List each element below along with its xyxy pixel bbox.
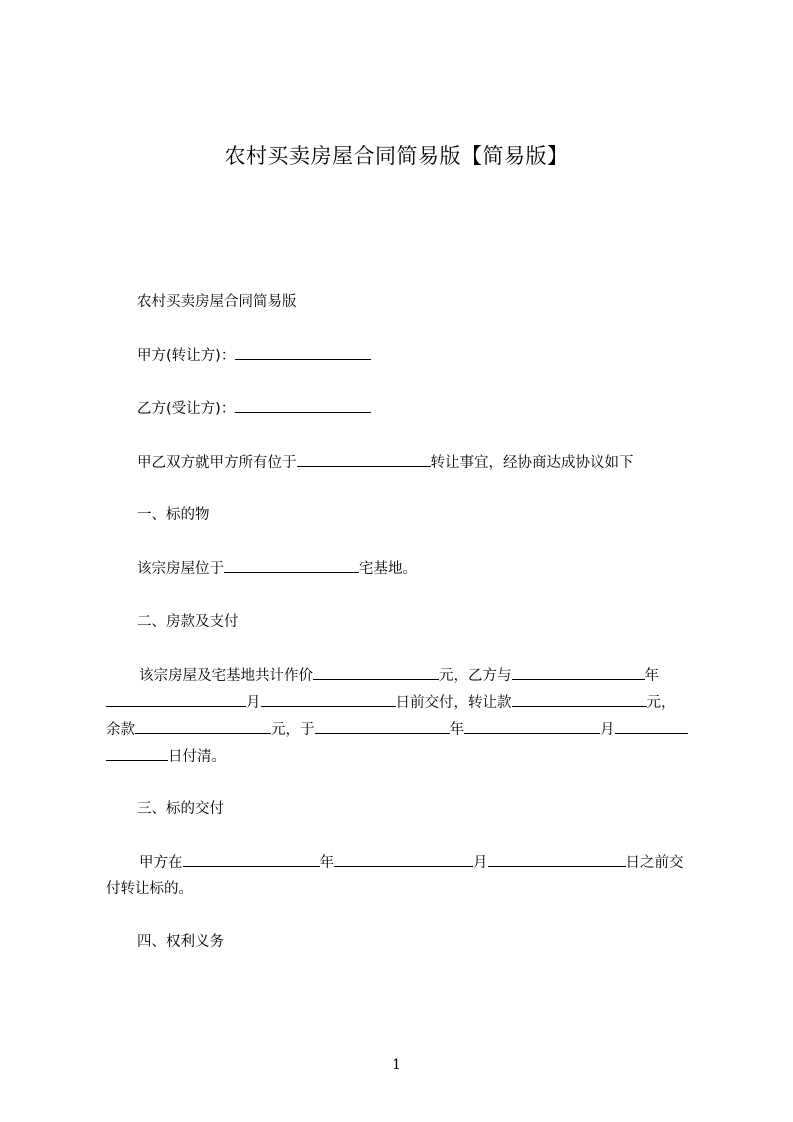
- section-2-line-4: [106, 746, 700, 767]
- intro-text-a: 甲乙双方就甲方所有位于: [137, 455, 297, 471]
- party-a-label: 甲方(转让方)：: [137, 348, 236, 364]
- delivery-year-blank: [183, 852, 320, 867]
- section-2-text: 年: [644, 668, 659, 684]
- section-2-text: 日前交付，转让款: [395, 695, 512, 711]
- intro-text-b: 转让事宜，经协商达成协议如下: [430, 455, 634, 471]
- section-1-text-a: 该宗房屋位于: [137, 561, 224, 577]
- section-3-line-2: 付转让标的。: [106, 881, 193, 897]
- section-2-text: 元，: [646, 695, 676, 711]
- section-3-text: 日之前交: [625, 855, 684, 871]
- month-blank-2: [464, 719, 600, 734]
- delivery-month-blank: [334, 852, 473, 867]
- section-3-heading: 三、标的交付: [137, 801, 224, 817]
- party-a-blank: [235, 345, 371, 360]
- section-3-line-1: [139, 852, 700, 873]
- section-3-text: 月: [473, 855, 488, 871]
- document-subtitle: 农村买卖房屋合同简易版: [137, 294, 297, 310]
- party-a-line: [137, 345, 371, 366]
- document-title: 农村买卖房屋合同简易版【简易版】: [224, 144, 569, 168]
- section-3-text: 甲方在: [139, 855, 183, 871]
- section-2-line-2: [106, 692, 700, 713]
- section-2-text: 余款: [106, 722, 135, 738]
- section-2-text: 元，乙方与: [439, 668, 512, 684]
- section-2-text: 年: [449, 722, 464, 738]
- section-2-text: 日付清。: [168, 749, 226, 765]
- section-2-text: 月: [600, 722, 615, 738]
- year-blank-2: [315, 719, 450, 734]
- section-3-text: 年: [319, 855, 334, 871]
- section-2-text: 元，于: [271, 722, 315, 738]
- delivery-day-blank: [488, 852, 626, 867]
- day-blank-2: [615, 719, 688, 734]
- section-2-text: 该宗房屋及宅基地共计作价: [139, 668, 313, 684]
- year-blank-cont: [106, 692, 246, 707]
- party-b-blank: [235, 398, 371, 413]
- section-2-line-1: [139, 665, 700, 686]
- section-1-text-b: 宅基地。: [359, 561, 417, 577]
- section-2-text: 月: [246, 695, 261, 711]
- homestead-location-blank: [224, 558, 359, 573]
- section-1-line: [137, 558, 417, 579]
- section-4-heading: 四、权利义务: [137, 934, 224, 950]
- day-blank-2-cont: [106, 746, 168, 761]
- month-blank: [261, 692, 396, 707]
- balance-blank: [135, 719, 271, 734]
- total-price-blank: [313, 665, 439, 680]
- section-2-heading: 二、房款及支付: [137, 614, 239, 630]
- party-b-label: 乙方(受让方)：: [137, 401, 236, 417]
- section-1-heading: 一、标的物: [137, 507, 210, 523]
- intro-line: [137, 452, 634, 473]
- party-b-line: [137, 398, 371, 419]
- location-blank: [297, 452, 431, 467]
- year-blank: [512, 665, 645, 680]
- transfer-amount-blank: [512, 692, 647, 707]
- page-number: 1: [392, 1057, 401, 1073]
- section-2-line-3: [106, 719, 700, 740]
